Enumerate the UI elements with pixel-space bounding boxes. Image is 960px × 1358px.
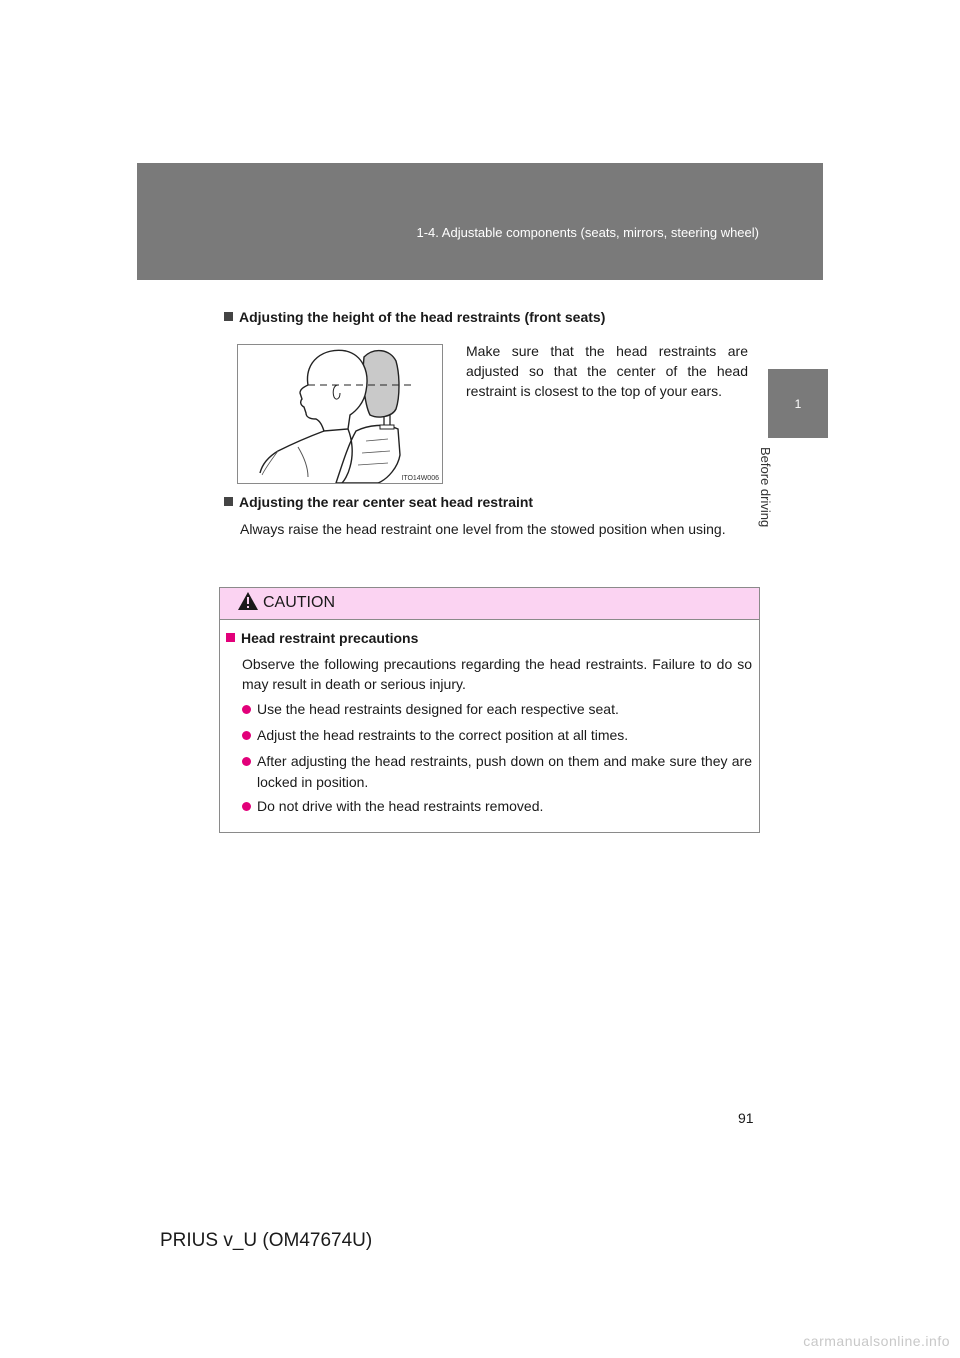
chapter-label: [758, 447, 789, 547]
warning-triangle-icon: [237, 591, 259, 611]
chapter-number: 1: [794, 397, 802, 411]
caution-bullet-text: Adjust the head restraints to the correct position at all times.: [257, 727, 629, 743]
caution-bullet: [242, 751, 752, 793]
bullet-dot-icon: [242, 757, 251, 766]
section-header-band: [137, 163, 823, 280]
caution-bullet: [242, 725, 752, 746]
bullet-dot-icon: [242, 802, 251, 811]
caution-header: [220, 588, 759, 620]
page-number: 91: [738, 1110, 754, 1126]
caution-bullet: [242, 796, 752, 817]
heading-front-text: Adjusting the height of the head restraints (front seats): [239, 309, 606, 325]
caution-intro: Observe the following precautions regarding the head restraints. Failure to do so may result in death or serious injury.: [242, 656, 752, 692]
caution-box: [219, 587, 760, 833]
caution-bullet-text: After adjusting the head restraints, push down on them and make sure they are locked in position.: [257, 753, 752, 790]
caution-bullet: [242, 699, 752, 720]
figure-code: ITO14W006: [401, 475, 439, 482]
head-restraint-figure: [237, 344, 443, 484]
pink-square-bullet-icon: [226, 633, 235, 642]
caution-heading-text: Head restraint precautions: [241, 630, 419, 646]
square-bullet-icon: [224, 497, 233, 506]
heading-rear-center-restraint: [224, 494, 533, 510]
caution-heading: [226, 630, 418, 646]
caution-bullet-text: Use the head restraints designed for each respective seat.: [257, 701, 619, 717]
heading-rear-text: Adjusting the rear center seat head restraint: [239, 494, 534, 510]
bullet-dot-icon: [242, 705, 251, 714]
caution-title: CAUTION: [263, 594, 335, 611]
head-restraint-illustration: [238, 345, 442, 483]
square-bullet-icon: [224, 312, 233, 321]
chapter-label-text: Before driving: [758, 447, 773, 528]
heading-front-head-restraints: [224, 309, 605, 325]
front-restraint-description: Make sure that the head restraints are adjusted so that the center of the head restraint is closest to the top of your ears.: [466, 343, 748, 399]
caution-bullet-text: Do not drive with the head restraints removed.: [257, 798, 544, 814]
rear-restraint-body: Always raise the head restraint one level from the stowed position when using.: [240, 521, 726, 537]
chapter-tab: [768, 369, 828, 438]
section-title: 1-4. Adjustable components (seats, mirrors, steering wheel): [416, 225, 759, 240]
model-code: PRIUS v_U (OM47674U): [160, 1230, 373, 1251]
watermark-link[interactable]: carmanualsonline.info: [803, 1333, 950, 1349]
bullet-dot-icon: [242, 731, 251, 740]
